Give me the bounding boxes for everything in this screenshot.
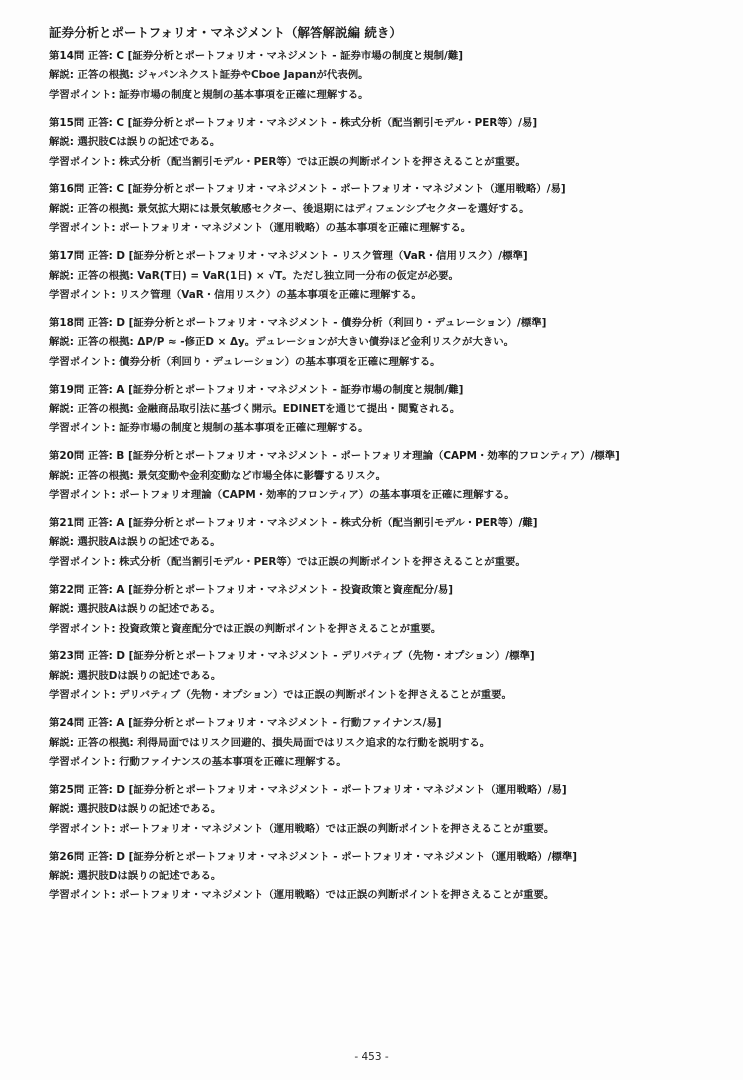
learning-point: 学習ポイント: ポートフォリオ理論（CAPM・効率的フロンティア）の基本事項を正確に理解する。 xyxy=(49,489,515,502)
answer-explanation: 解説: 選択肢Dは誤りの記述である。 xyxy=(49,803,222,816)
learning-point: 学習ポイント: ポートフォリオ・マネジメント（運用戦略）では正誤の判断ポイントを押さえることが重要。 xyxy=(49,822,555,835)
answer-explanation: 解説: 正答の根拠: 景気変動や金利変動など市場全体に影響するリスク。 xyxy=(49,469,387,482)
answer-explanation: 解説: 正答の根拠: ΔP/P ≈ -修正D × Δy。デュレーションが大きい債券ほど金利リスクが大きい。 xyxy=(49,336,514,349)
answer-explanation: 解説: 選択肢Dは誤りの記述である。 xyxy=(49,669,222,682)
answer-entry xyxy=(49,447,709,505)
answer-explanation: 解説: 正答の根拠: 金融商品取引法に基づく開示。EDINETを通じて提出・閲覧される。 xyxy=(49,403,461,415)
answer-entry xyxy=(49,848,709,906)
page-title: 証券分析とポートフォリオ・マネジメント（解答解説編 続き） xyxy=(49,25,402,40)
answer-heading: 第23問 正答: D [証券分析とポートフォリオ・マネジメント - デリバティブ（先物・オプション）/標準] xyxy=(49,650,535,663)
learning-point: 学習ポイント: リスク管理（VaR・信用リスク）の基本事項を正確に理解する。 xyxy=(49,288,422,301)
answer-entry xyxy=(49,781,709,839)
answer-heading: 第22問 正答: A [証券分析とポートフォリオ・マネジメント - 投資政策と資産配分/易] xyxy=(49,583,453,596)
answer-heading: 第24問 正答: A [証券分析とポートフォリオ・マネジメント - 行動ファイナンス/易] xyxy=(49,717,442,730)
learning-point: 学習ポイント: 株式分析（配当割引モデル・PER等）では正誤の判断ポイントを押さえることが重要。 xyxy=(49,155,526,168)
learning-point: 学習ポイント: デリバティブ（先物・オプション）では正誤の判断ポイントを押さえることが重要。 xyxy=(49,689,512,702)
answer-entry xyxy=(49,47,709,105)
answer-explanation: 解説: 選択肢Aは誤りの記述である。 xyxy=(49,603,221,616)
answer-heading: 第15問 正答: C [証券分析とポートフォリオ・マネジメント - 株式分析（配当割引モデル・PER等）/易] xyxy=(49,116,538,129)
learning-point: 学習ポイント: ポートフォリオ・マネジメント（運用戦略）では正誤の判断ポイントを押さえることが重要。 xyxy=(49,889,555,902)
answer-heading: 第26問 正答: D [証券分析とポートフォリオ・マネジメント - ポートフォリオ・マネジメント（運用戦略）/標準] xyxy=(49,850,578,863)
answer-heading: 第18問 正答: D [証券分析とポートフォリオ・マネジメント - 債券分析（利回り・デュレーション）/標準] xyxy=(49,316,547,329)
answer-entry xyxy=(49,180,709,238)
answer-explanation: 解説: 正答の根拠: ジャパンネクスト証券やCboe Japanが代表例。 xyxy=(49,69,369,82)
learning-point: 学習ポイント: 行動ファイナンスの基本事項を正確に理解する。 xyxy=(49,756,347,768)
answer-entry xyxy=(49,647,709,705)
answer-entry xyxy=(49,314,709,372)
learning-point: 学習ポイント: ポートフォリオ・マネジメント（運用戦略）の基本事項を正確に理解する。 xyxy=(49,222,472,235)
answer-list xyxy=(49,47,709,906)
answer-heading: 第17問 正答: D [証券分析とポートフォリオ・マネジメント - リスク管理（VaR・信用リスク）/標準] xyxy=(49,250,528,263)
learning-point: 学習ポイント: 証券市場の制度と規制の基本事項を正確に理解する。 xyxy=(49,88,369,101)
answer-heading: 第20問 正答: B [証券分析とポートフォリオ・マネジメント - ポートフォリオ理論（CAPM・効率的フロンティア）/標準] xyxy=(49,450,620,463)
answer-explanation: 解説: 正答の根拠: 利得局面ではリスク回避的、損失局面ではリスク追求的な行動を説明する。 xyxy=(49,736,491,749)
page-number: - 453 - xyxy=(354,1051,389,1063)
answer-explanation: 解説: 選択肢Cは誤りの記述である。 xyxy=(49,136,221,149)
answer-explanation: 解説: 正答の根拠: VaR(T日) = VaR(1日) × √T。ただし独立同一分布の仮定が必要。 xyxy=(49,269,459,282)
answer-entry xyxy=(49,514,709,572)
learning-point: 学習ポイント: 債券分析（利回り・デュレーション）の基本事項を正確に理解する。 xyxy=(49,355,441,368)
answer-heading: 第21問 正答: A [証券分析とポートフォリオ・マネジメント - 株式分析（配当割引モデル・PER等）/難] xyxy=(49,517,538,530)
learning-point: 学習ポイント: 株式分析（配当割引モデル・PER等）では正誤の判断ポイントを押さえることが重要。 xyxy=(49,555,526,568)
learning-point: 学習ポイント: 投資政策と資産配分では正誤の判断ポイントを押さえることが重要。 xyxy=(49,622,442,635)
answer-heading: 第16問 正答: C [証券分析とポートフォリオ・マネジメント - ポートフォリオ・マネジメント（運用戦略）/易] xyxy=(49,183,566,196)
answer-explanation: 解説: 正答の根拠: 景気拡大期には景気敏感セクター、後退期にはディフェンシブセクターを選好する。 xyxy=(49,202,530,215)
answer-entry xyxy=(49,581,709,639)
answer-heading: 第25問 正答: D [証券分析とポートフォリオ・マネジメント - ポートフォリオ・マネジメント（運用戦略）/易] xyxy=(49,783,567,796)
learning-point: 学習ポイント: 証券市場の制度と規制の基本事項を正確に理解する。 xyxy=(49,422,369,435)
answer-explanation: 解説: 選択肢Aは誤りの記述である。 xyxy=(49,536,221,549)
answer-entry xyxy=(49,714,709,772)
answer-entry xyxy=(49,381,709,439)
answer-heading: 第19問 正答: A [証券分析とポートフォリオ・マネジメント - 証券市場の制度と規制/難] xyxy=(49,383,464,396)
answer-entry xyxy=(49,247,709,305)
answer-heading: 第14問 正答: C [証券分析とポートフォリオ・マネジメント - 証券市場の制度と規制/難] xyxy=(49,50,463,62)
page-content xyxy=(49,25,709,914)
answer-entry xyxy=(49,114,709,172)
answer-explanation: 解説: 選択肢Dは誤りの記述である。 xyxy=(49,870,222,883)
